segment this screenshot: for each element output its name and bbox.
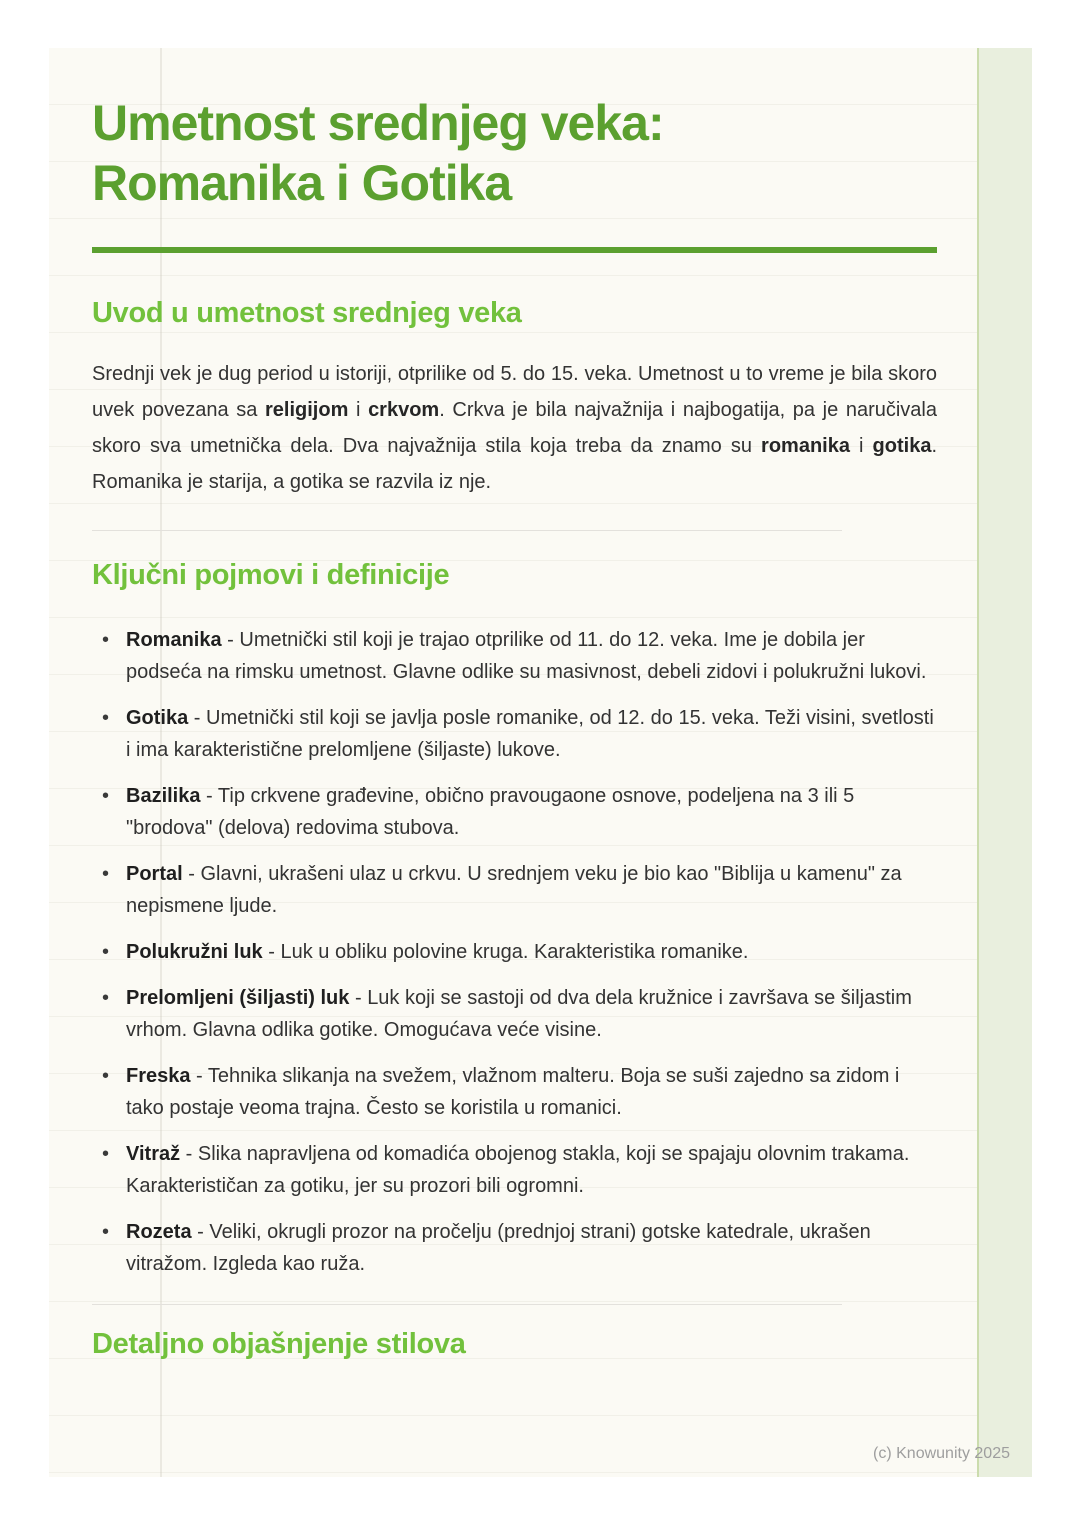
section-divider [92,530,842,531]
section-heading-detaljno: Detaljno objašnjenje stilova [92,1328,466,1360]
term-item-gotika [92,702,937,766]
term-separator: - [200,785,218,807]
term-item-vitraz [92,1138,937,1202]
terms-list [92,624,937,1280]
title-underline-rule [92,247,937,253]
term-item-prelomljeni-luk [92,982,937,1046]
term-definition: Umetnički stil koji je trajao otprilike od 11. do 12. veka. Ime je dobila jer podseća na rimsku umetnost. Glavne odlike su masivnost, debeli zidovi i polukružni lukovi. [126,629,927,683]
term-name: Portal [126,863,183,885]
intro-bold-gotika: gotika [872,435,932,457]
section-heading-pojmovi: Ključni pojmovi i definicije [92,559,450,591]
term-separator: - [180,1143,198,1165]
copyright-note: (c) Knowunity 2025 [873,1445,1010,1462]
intro-bold-romanika: romanika [761,435,850,457]
bullet-icon: • [102,707,110,729]
page-title [92,93,937,213]
section-divider [92,1304,842,1305]
term-separator: - [182,863,201,885]
document-page [49,48,1032,1477]
term-definition: Umetnički stil koji se javlja posle romanike, od 12. do 15. veka. Teži visini, svetlosti i ima karakteristične prelomljene (šiljaste) lukove. [126,707,934,761]
intro-segment: Srednji vek je dug period u istoriji, otprilike od 5. do 15. veka. Umetnost u to vreme je bila skoro uvek povezana sa [92,363,937,421]
term-definition: Tip crkvene građevine, obično pravougaone osnove, podeljena na 3 ili 5 "brodova" (delova) redovima stubova. [126,785,855,839]
term-definition: Glavni, ukrašeni ulaz u crkvu. U srednjem veku je bio kao "Biblija u kamenu" za nepismene ljude. [126,863,902,917]
page-title-line2: Romanika i Gotika [92,155,512,211]
bullet-icon: • [102,1143,110,1165]
term-name: Polukružni luk [126,941,263,963]
intro-segment: . Crkva je bila najvažnija i najbogatija, pa je naručivala skoro sva umetnička dela. Dva najvažnija stila koja treba da znamo su [92,399,938,457]
term-item-bazilika [92,780,937,844]
term-item-romanika [92,624,937,688]
intro-paragraph [92,356,937,500]
term-definition: Slika napravljena od komadića obojenog stakla, koji se spajaju olovnim trakama. Karakterističan za gotiku, jer su prozori bili ogromni. [126,1143,910,1197]
term-item-polukruzni-luk [92,936,937,968]
section-heading-uvod: Uvod u umetnost srednjeg veka [92,297,522,329]
bullet-icon: • [102,785,110,807]
term-name: Romanika [126,629,222,651]
intro-bold-religijom: religijom [265,399,349,421]
bullet-icon: • [102,863,110,885]
intro-segment: . Romanika je starija, a gotika se razvila iz nje. [92,435,938,493]
term-item-freska [92,1060,937,1124]
term-name: Vitraž [126,1143,181,1165]
intro-segment: i [348,399,369,421]
page-side-stripe [977,48,1032,1477]
bullet-icon: • [102,1065,110,1087]
term-name: Gotika [126,707,189,729]
term-separator: - [221,629,240,651]
term-item-portal [92,858,937,922]
term-separator: - [191,1221,210,1243]
term-definition: Luk u obliku polovine kruga. Karakteristika romanike. [280,941,749,963]
term-separator: - [349,987,368,1009]
intro-segment: i [849,435,873,457]
term-definition: Veliki, okrugli prozor na pročelju (prednjoj strani) gotske katedrale, ukrašen vitražom. Izgleda kao ruža. [126,1221,871,1275]
page-title-line1: Umetnost srednjeg veka: [92,95,664,151]
bullet-icon: • [102,987,110,1009]
term-separator: - [262,941,281,963]
term-separator: - [188,707,207,729]
term-item-rozeta [92,1216,937,1280]
term-name: Prelomljeni (šiljasti) luk [126,987,350,1009]
term-definition: Tehnika slikanja na svežem, vlažnom malteru. Boja se suši zajedno sa zidom i tako postaje veoma trajna. Često se koristila u romanici. [126,1065,900,1119]
term-separator: - [190,1065,208,1087]
term-definition: Luk koji se sastoji od dva dela kružnice i završava se šiljastim vrhom. Glavna odlika gotike. Omogućava veće visine. [126,987,912,1041]
term-name: Rozeta [126,1221,192,1243]
term-name: Freska [126,1065,191,1087]
bullet-icon: • [102,941,110,963]
bullet-icon: • [102,629,110,651]
term-name: Bazilika [126,785,201,807]
page-content [92,48,937,1362]
bullet-icon: • [102,1221,110,1243]
intro-bold-crkvom: crkvom [368,399,440,421]
